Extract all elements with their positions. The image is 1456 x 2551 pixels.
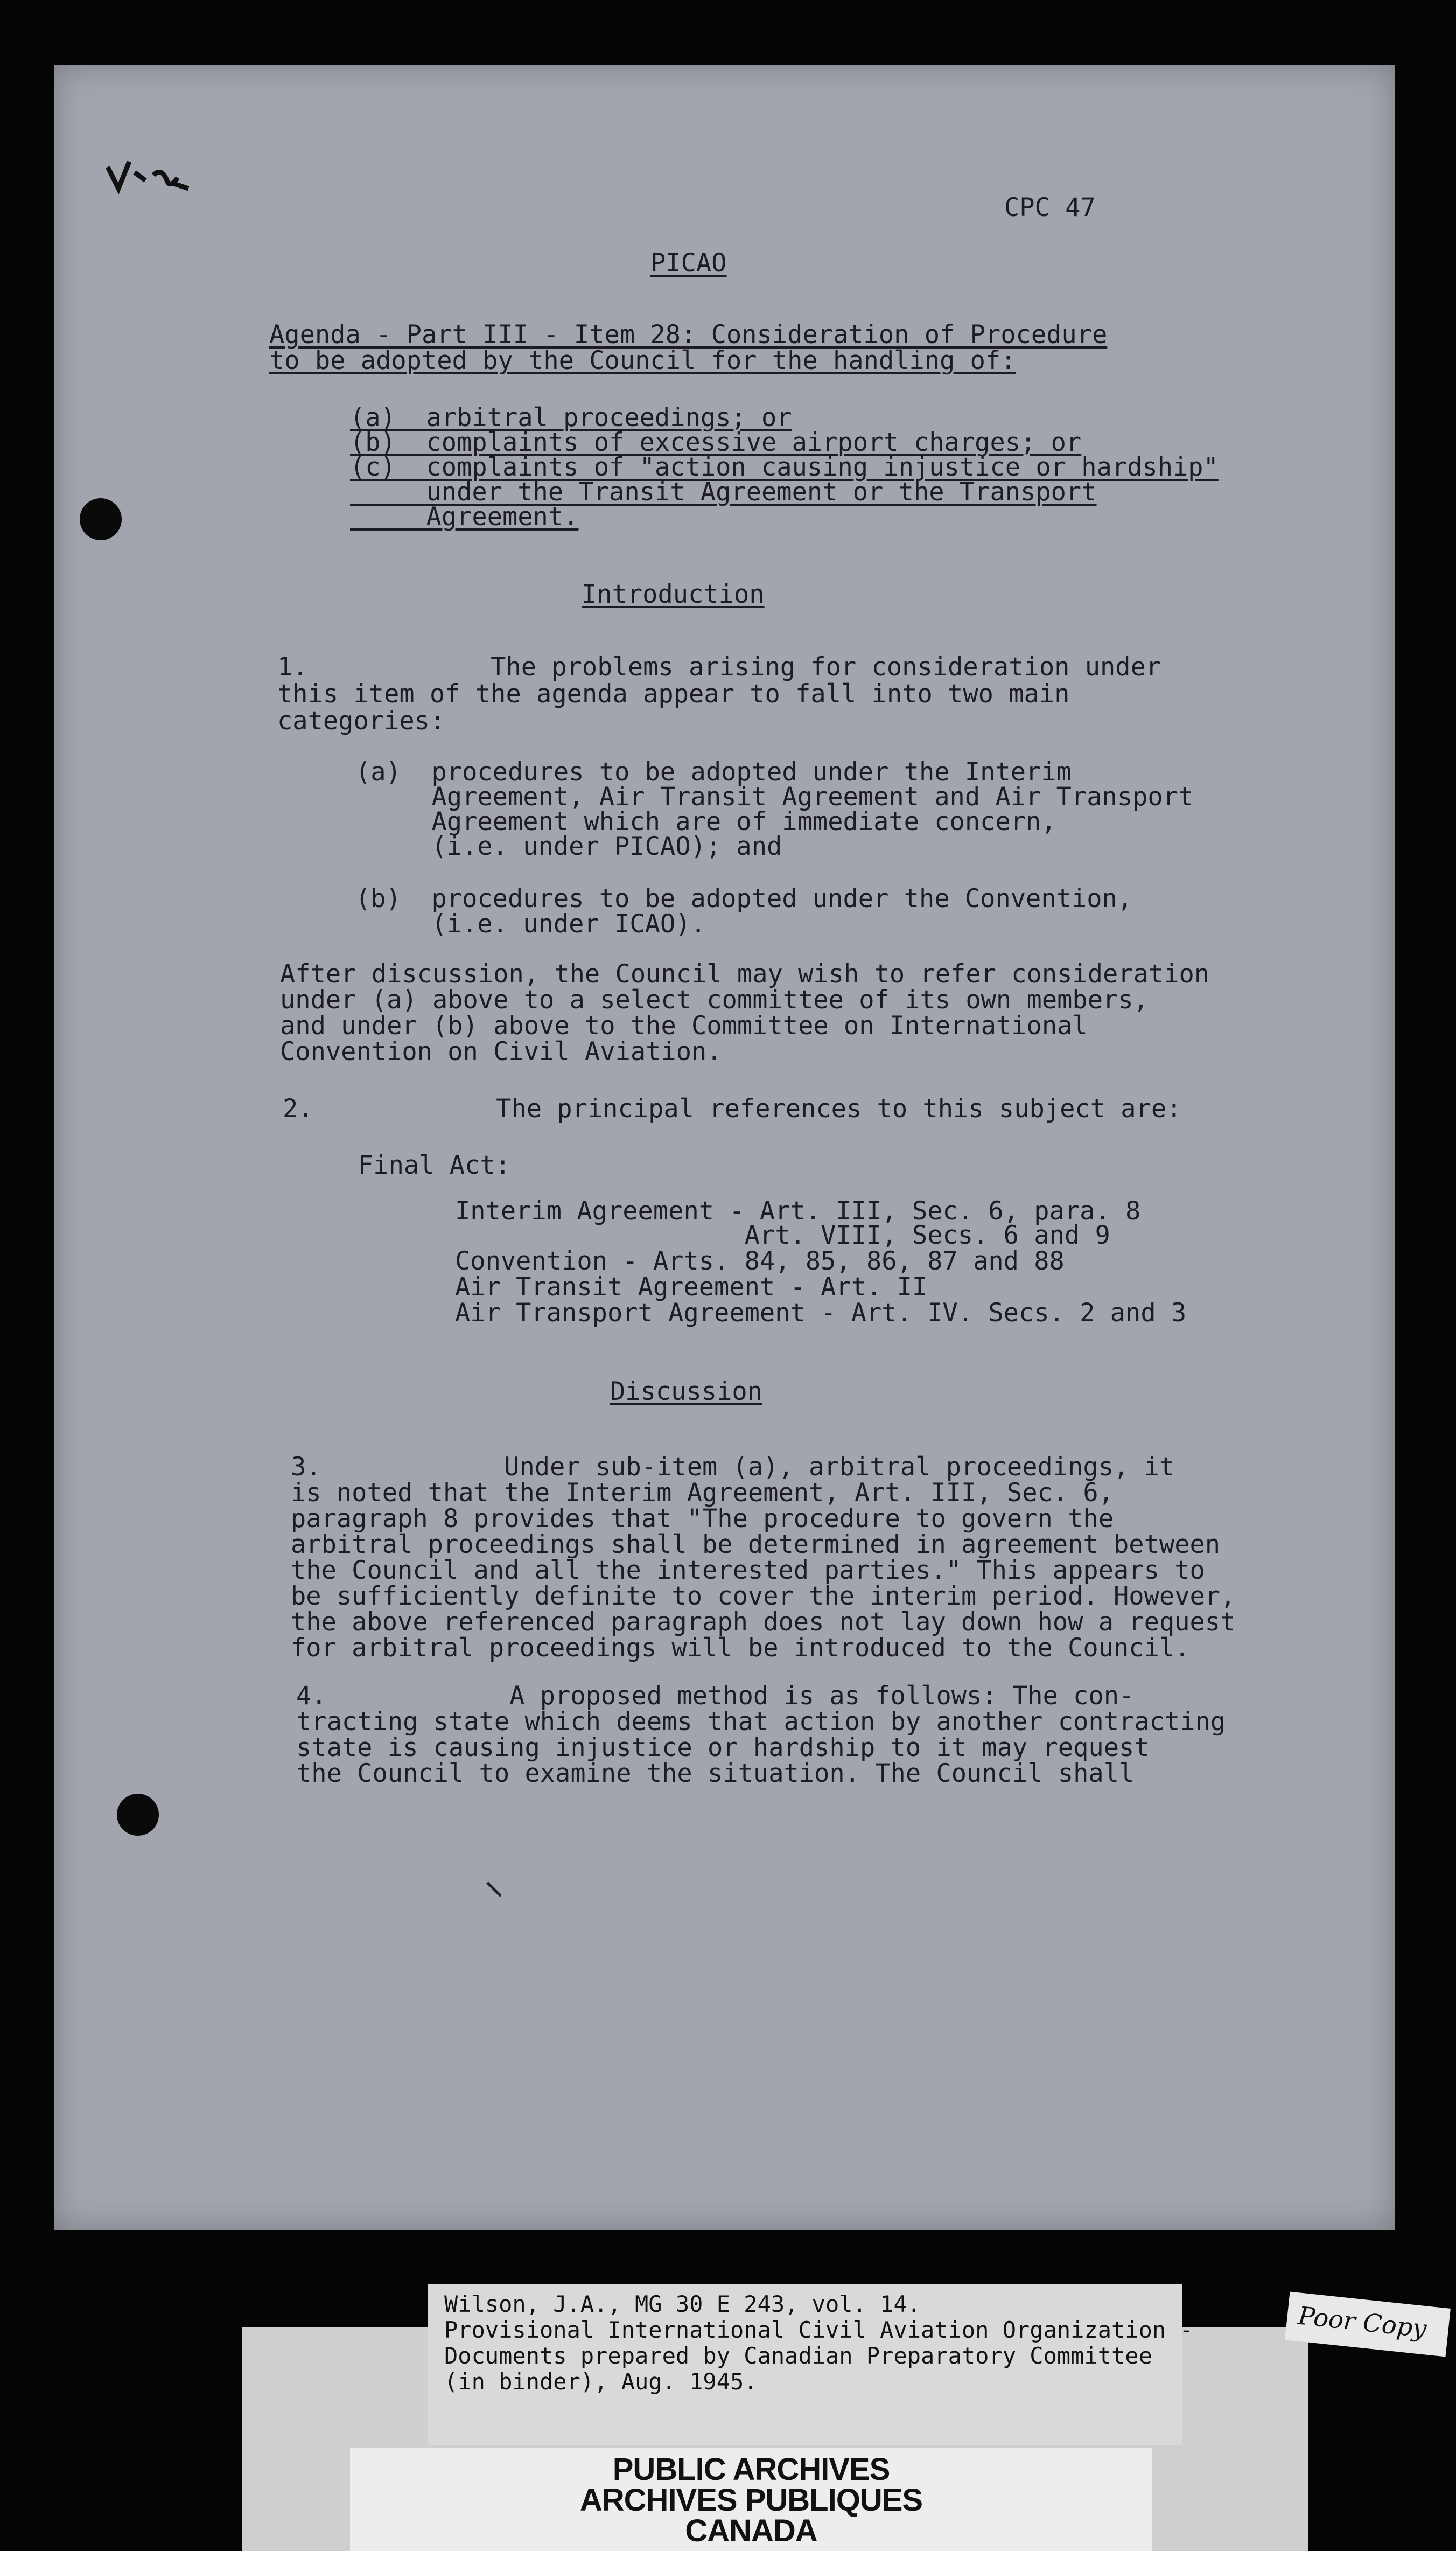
document-reference: CPC 47 xyxy=(1004,193,1096,222)
reference-line-1: Interim Agreement - Art. III, Sec. 6, para. 8 xyxy=(455,1196,1141,1226)
introduction-heading: Introduction xyxy=(582,580,765,609)
paragraph-3-line-3: paragraph 8 provides that "The procedure to govern the xyxy=(291,1504,1114,1534)
agenda-item-c: (c) complaints of "action causing injustice or hardship" xyxy=(350,452,1219,482)
paragraph-1-line-3: categories: xyxy=(277,706,445,736)
category-a-line-4: (i.e. under PICAO); and xyxy=(355,832,782,861)
label-line-2: Provisional International Civil Aviation Organization - xyxy=(444,2317,1193,2343)
paragraph-1c-line-3: and under (b) above to the Committee on International xyxy=(280,1011,1088,1041)
agenda-item-c-cont-2: Agreement. xyxy=(350,502,579,532)
paragraph-3-line-7: the above referenced paragraph does not lay down how a request xyxy=(291,1607,1236,1637)
paragraph-1-line-2: this item of the agenda appear to fall into two main xyxy=(277,679,1070,709)
punch-hole-bottom xyxy=(117,1794,159,1836)
paragraph-4-line-1: 4. A proposed method is as follows: The con- xyxy=(296,1681,1135,1711)
agenda-item-b: (b) complaints of excessive airport charges; or xyxy=(350,428,1082,457)
label-line-1: Wilson, J.A., MG 30 E 243, vol. 14. xyxy=(444,2291,921,2317)
agenda-line-2: to be adopted by the Council for the handling of: xyxy=(269,346,1016,375)
paragraph-2: 2. The principal references to this subject are: xyxy=(283,1094,1182,1124)
paragraph-3-line-5: the Council and all the interested parties." This appears to xyxy=(291,1556,1205,1585)
reference-line-4: Air Transit Agreement - Art. II xyxy=(455,1272,928,1302)
paragraph-4-line-4: the Council to examine the situation. The Council shall xyxy=(296,1759,1135,1788)
category-a-line-3: Agreement which are of immediate concern, xyxy=(355,807,1056,837)
paragraph-1c-line-2: under (a) above to a select committee of its own members, xyxy=(280,985,1149,1015)
label-line-3: Documents prepared by Canadian Preparatory Committee xyxy=(444,2343,1152,2369)
category-a-line-1: (a) procedures to be adopted under the Interim xyxy=(355,757,1072,787)
category-a-line-2: Agreement, Air Transit Agreement and Air Transport xyxy=(355,782,1194,812)
stamp-line-3: CANADA xyxy=(685,2513,817,2548)
stamp-line-1: PUBLIC ARCHIVES xyxy=(612,2452,890,2487)
paragraph-4-line-2: tracting state which deems that action by another contracting xyxy=(296,1707,1226,1737)
organization-title: PICAO xyxy=(650,248,727,278)
document-page xyxy=(54,65,1395,2230)
stamp-line-2: ARCHIVES PUBLIQUES xyxy=(579,2483,923,2518)
reference-line-3: Convention - Arts. 84, 85, 86, 87 and 88 xyxy=(455,1246,1065,1276)
label-line-4: (in binder), Aug. 1945. xyxy=(444,2368,758,2395)
punch-hole-top xyxy=(80,498,122,540)
paragraph-4-line-3: state is causing injustice or hardship to it may request xyxy=(296,1733,1150,1762)
paragraph-1c-line-1: After discussion, the Council may wish to refer consideration xyxy=(280,959,1210,989)
paragraph-3-line-4: arbitral proceedings shall be determined in agreement between xyxy=(291,1530,1221,1559)
pencil-mark xyxy=(102,151,210,199)
paragraph-1-line-1: 1. The problems arising for consideration under xyxy=(277,652,1161,682)
agenda-item-c-cont-1: under the Transit Agreement or the Transport xyxy=(350,477,1097,507)
paragraph-3-line-6: be sufficiently definite to cover the interim period. However, xyxy=(291,1581,1236,1611)
handwritten-note-text: Poor Copy xyxy=(1297,2301,1428,2344)
reference-line-5: Air Transport Agreement - Art. IV. Secs. 2 and 3 xyxy=(455,1298,1187,1328)
agenda-item-a: (a) arbitral proceedings; or xyxy=(350,403,792,433)
final-act-label: Final Act: xyxy=(358,1151,510,1180)
paragraph-3-line-2: is noted that the Interim Agreement, Art. III, Sec. 6, xyxy=(291,1478,1114,1508)
handwritten-note xyxy=(1285,2292,1451,2357)
paragraph-3-line-1: 3. Under sub-item (a), arbitral proceedings, it xyxy=(291,1452,1175,1482)
category-b-line-2: (i.e. under ICAO). xyxy=(355,909,706,939)
discussion-heading: Discussion xyxy=(610,1377,762,1406)
paragraph-1c-line-4: Convention on Civil Aviation. xyxy=(280,1037,722,1067)
reference-line-2: Art. VIII, Secs. 6 and 9 xyxy=(455,1221,1110,1250)
agenda-line-1: Agenda - Part III - Item 28: Consideration of Procedure xyxy=(269,320,1108,350)
paragraph-3-line-8: for arbitral proceedings will be introduced to the Council. xyxy=(291,1633,1190,1663)
stray-mark xyxy=(485,1880,506,1901)
category-b-line-1: (b) procedures to be adopted under the Convention, xyxy=(355,884,1133,914)
archive-label xyxy=(428,2284,1193,2445)
